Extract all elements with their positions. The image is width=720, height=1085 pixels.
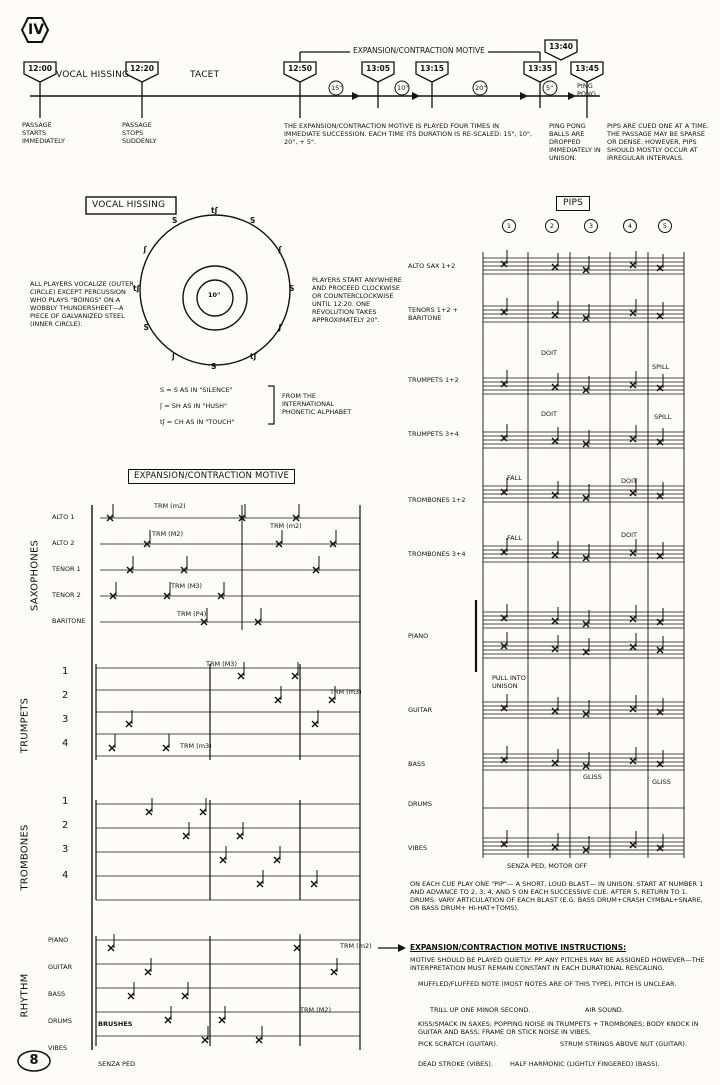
timeline-ping-pong: PING PONG bbox=[577, 82, 596, 98]
hissing-glyph: tʃ bbox=[211, 206, 218, 215]
hissing-glyph: S bbox=[289, 284, 295, 293]
mark-spill: SPILL bbox=[652, 363, 670, 371]
timeline-tacet: TACET bbox=[190, 70, 220, 80]
trill-label: TRM (M2) bbox=[300, 1006, 331, 1014]
time-flag: 13:15 bbox=[420, 64, 444, 73]
duration-label: 5" bbox=[546, 84, 554, 92]
trumpet-number: 4 bbox=[62, 738, 69, 749]
time-flag: 12:20 bbox=[130, 64, 154, 73]
vocal-hissing-left-note: ALL PLAYERS VOCALIZE (OUTER CIRCLE) EXCEPT PERCUSSION WHO PLAYS "BOINGS" ON A WOBBLY THUNDERSHEET—A PIECE OF GALVANIZED STEEL (INNER CIRCLE). bbox=[30, 280, 134, 328]
pips-row-label: TRUMPETS 3+4 bbox=[408, 430, 459, 438]
sax-row-label: TENOR 2 bbox=[52, 591, 81, 599]
instructions-title: EXPANSION/CONTRACTION MOTIVE INSTRUCTIONS: bbox=[410, 943, 627, 952]
group-label: SAXOPHONES bbox=[29, 539, 41, 612]
trill-label: TRM (M2) bbox=[152, 530, 183, 538]
phonetic-ch: tʃ = CH AS IN "TOUCH" bbox=[160, 418, 235, 426]
sax-row-label: TENOR 1 bbox=[52, 565, 81, 573]
section-number: IV bbox=[28, 22, 45, 38]
mark-spill: SPILL bbox=[654, 413, 672, 421]
instruction-line: PICK SCRATCH (GUITAR). bbox=[418, 1040, 498, 1048]
duration-label: 20" bbox=[475, 84, 487, 92]
hissing-glyph: ʃ bbox=[278, 323, 282, 332]
hissing-glyph: ʃ bbox=[278, 245, 282, 254]
hissing-glyph: ʃ bbox=[143, 245, 147, 254]
sax-row-label: BARITONE bbox=[52, 617, 86, 625]
cue-number: 4 bbox=[623, 219, 637, 233]
instruction-line: STRUM STRINGS ABOVE NUT (GUITAR). bbox=[560, 1040, 688, 1048]
pips-row-label: BASS bbox=[408, 760, 426, 768]
hissing-glyph: S bbox=[250, 216, 256, 226]
trombone-number: 4 bbox=[62, 870, 69, 881]
timeline-expansion-label: EXPANSION/CONTRACTION MOTIVE bbox=[350, 46, 488, 56]
group-label: TRUMPETS bbox=[19, 697, 31, 754]
pips-row-label: TROMBONES 1+2 bbox=[408, 496, 466, 504]
trill-label: TRM (M3) bbox=[171, 582, 202, 590]
pips-row-label: TENORS 1+2 + BARITONE bbox=[408, 306, 458, 322]
rhythm-row-label: BASS bbox=[48, 990, 66, 998]
note-expansion: THE EXPANSION/CONTRACTION MOTIVE IS PLAYED FOUR TIMES IN IMMEDIATE SUCCESSION. EACH TIME ITS DURATION IS RE-SCALED: 15", 10", 20", + 5". bbox=[284, 122, 533, 146]
mark-fall: FALL bbox=[507, 534, 522, 542]
cue-number: 5 bbox=[658, 219, 672, 233]
pips-note: ON EACH CUE PLAY ONE "PIP"— A SHORT, LOUD BLAST— IN UNISON. START AT NUMBER 1 AND ADVANCE TO 2, 3, 4, AND 5 ON EACH SUCCESSIVE CUE. AFTER 5, RETURN TO 1. DRUMS: VARY ARTICULATION OF EACH BLAST (E.G. BASS DRUM+CRASH CYMBAL+SNARE, OR BASS DRUM+ HI-HAT+TOMS). bbox=[410, 880, 704, 912]
trill-label: TRM (m2) bbox=[270, 522, 302, 530]
mark-senza: SENZA PED, MOTOR OFF bbox=[507, 862, 588, 870]
trill-label: TRM (m3) bbox=[180, 742, 212, 750]
group-label: RHYTHM bbox=[19, 973, 31, 1018]
phonetic-s: S = S AS IN "SILENCE" bbox=[160, 386, 233, 394]
mark-doit: DOIT bbox=[541, 349, 558, 357]
motive-title: EXPANSION/CONTRACTION MOTIVE bbox=[128, 469, 295, 484]
hissing-glyph: ʃ bbox=[172, 351, 176, 361]
inner-circle-time: 10" bbox=[208, 291, 221, 299]
hissing-glyph: S bbox=[172, 216, 178, 226]
mark-fall: FALL bbox=[507, 474, 522, 482]
rhythm-row-label: PIANO bbox=[48, 936, 69, 944]
trill-label: TRM (M3) bbox=[206, 660, 237, 668]
time-flag: 12:00 bbox=[28, 64, 52, 73]
phonetic-source: FROM THE INTERNATIONAL PHONETIC ALPHABET bbox=[282, 392, 352, 416]
vocal-hissing-right-note: PLAYERS START ANYWHERE AND PROCEED CLOCKWISE OR COUNTERCLOCKWISE UNTIL 12:20. ONE REVOLUTION TAKES APPROXIMATELY 20". bbox=[312, 276, 402, 324]
instruction-line: KISS/SMACK IN SAXES; POPPING NOISE IN TRUMPETS + TROMBONES; BODY KNOCK IN GUITAR AND BASS; FRAME OR STICK NOISE IN VIBES. bbox=[418, 1020, 699, 1036]
instruction-line: AIR SOUND. bbox=[585, 1006, 624, 1014]
trombone-number: 2 bbox=[62, 820, 69, 831]
group-label: TROMBONES bbox=[19, 824, 31, 891]
hissing-glyph: S bbox=[143, 323, 149, 332]
vocal-hissing-title: VOCAL HISSING bbox=[92, 200, 166, 210]
cue-number: 1 bbox=[502, 219, 516, 233]
trombone-number: 3 bbox=[62, 844, 69, 855]
sax-row-label: ALTO 1 bbox=[52, 513, 75, 521]
note-passage-stops: PASSAGE STOPS SUDDENLY bbox=[122, 121, 157, 145]
time-flag: 13:35 bbox=[528, 64, 552, 73]
hissing-glyph: tʃ bbox=[133, 284, 140, 293]
instruction-line: DEAD STROKE (VIBES). bbox=[418, 1060, 493, 1068]
trill-label: TRM (m2) bbox=[154, 502, 186, 510]
hissing-glyph: tʃ bbox=[250, 351, 257, 361]
page-number: 8 bbox=[29, 1053, 39, 1068]
pips-row-label: TROMBONES 3+4 bbox=[408, 550, 466, 558]
instruction-line: MOTIVE SHOULD BE PLAYED QUIETLY: PP. ANY PITCHES MAY BE ASSIGNED HOWEVER—THE INTERPRETATION MUST REMAIN CONSTANT IN EACH DURATIONAL RESCALING. bbox=[410, 956, 705, 972]
time-flag: 13:45 bbox=[575, 64, 599, 73]
note-pips: PIPS ARE CUED ONE AT A TIME. THE PASSAGE MAY BE SPARSE OR DENSE. HOWEVER, PIPS SHOULD MOSTLY OCCUR AT IRREGULAR INTERVALS. bbox=[607, 122, 709, 162]
mark-doit: DOIT bbox=[621, 531, 638, 539]
pips-row-label: ALTO SAX 1+2 bbox=[408, 262, 456, 270]
note-ping-pong: PING PONG BALLS ARE DROPPED IMMEDIATELY IN UNISON. bbox=[549, 122, 601, 162]
duration-label: 10" bbox=[397, 84, 409, 92]
cue-number: 2 bbox=[545, 219, 559, 233]
trombone-number: 1 bbox=[62, 796, 69, 807]
duration-label: 15" bbox=[331, 84, 343, 92]
pips-row-label: VIBES bbox=[408, 844, 428, 852]
mark-doit: DOIT bbox=[621, 477, 638, 485]
pips-row-label: TRUMPETS 1+2 bbox=[408, 376, 459, 384]
note-passage-starts: PASSAGE STARTS IMMEDIATELY bbox=[22, 121, 65, 145]
rhythm-row-label: VIBES bbox=[48, 1044, 68, 1052]
brushes-label: BRUSHES bbox=[98, 1020, 133, 1028]
hissing-glyph: S bbox=[211, 362, 217, 371]
trill-label: TRM (m3) bbox=[330, 688, 362, 696]
mark-pull: PULL INTO UNISON bbox=[492, 674, 526, 690]
pips-row-label: GUITAR bbox=[408, 706, 433, 714]
trumpet-number: 3 bbox=[62, 714, 69, 725]
instruction-line: MUFFLED/FLUFFED NOTE (MOST NOTES ARE OF THIS TYPE), PITCH IS UNCLEAR. bbox=[418, 980, 677, 988]
pips-row-label: PIANO bbox=[408, 632, 429, 640]
phonetic-sh: ʃ = SH AS IN "HUSH" bbox=[160, 402, 227, 410]
pips-row-label: DRUMS bbox=[408, 800, 433, 808]
pips-title: PIPS bbox=[556, 196, 590, 211]
rhythm-row-label: GUITAR bbox=[48, 963, 73, 971]
cue-number: 3 bbox=[584, 219, 598, 233]
mark-gliss: GLISS bbox=[583, 773, 602, 781]
instruction-line: HALF HARMONIC (LIGHTLY FINGERED) (BASS). bbox=[510, 1060, 660, 1068]
trill-label: TRM (P4) bbox=[177, 610, 207, 618]
time-flag: 13:40 bbox=[549, 42, 573, 51]
time-flag: 12:50 bbox=[288, 64, 312, 73]
time-flag: 13:05 bbox=[366, 64, 390, 73]
sax-row-label: ALTO 2 bbox=[52, 539, 75, 547]
rhythm-row-label: DRUMS bbox=[48, 1017, 73, 1025]
timeline-vocal-hissing: VOCAL HISSING bbox=[56, 70, 130, 80]
trumpet-number: 1 bbox=[62, 666, 69, 677]
mark-gliss: GLISS bbox=[652, 778, 671, 786]
trill-label: TRM (m2) bbox=[340, 942, 372, 950]
trumpet-number: 2 bbox=[62, 690, 69, 701]
senza-ped-label: SENZA PED bbox=[98, 1060, 136, 1068]
mark-doit: DOIT bbox=[541, 410, 558, 418]
instruction-line: TRILL UP ONE MINOR SECOND. bbox=[430, 1006, 531, 1014]
